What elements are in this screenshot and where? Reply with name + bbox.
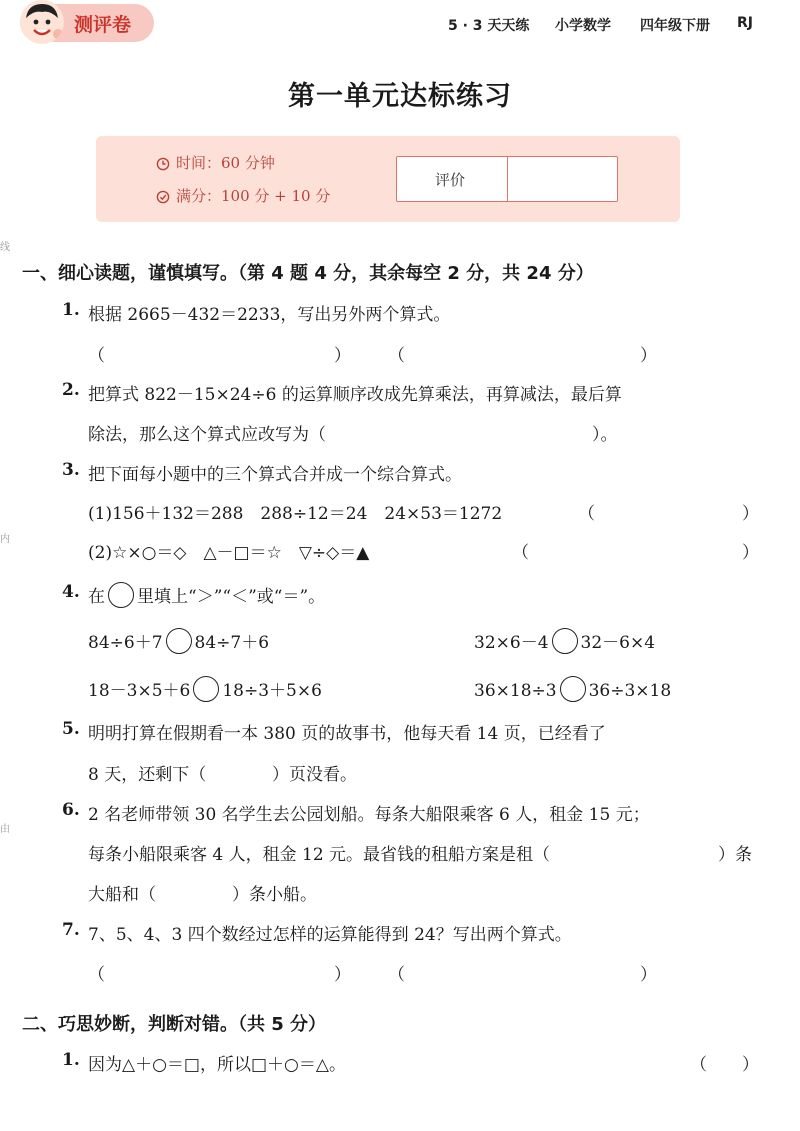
info-box	[96, 136, 680, 222]
margin-mark: 内	[0, 534, 10, 545]
header-series: 5 · 3 天天练	[448, 18, 530, 34]
question-number: 1.	[62, 300, 80, 320]
sub-question: (1)156＋132＝288 288÷12＝24 24×53＝1272	[88, 504, 503, 524]
question-number: 2.	[62, 380, 80, 400]
question-text: 根据 2665－432＝2233，写出另外两个算式。	[88, 305, 451, 325]
answer-circle[interactable]	[193, 676, 219, 702]
mascot-icon	[20, 0, 64, 44]
compare-right: 18÷3＋5×6	[222, 681, 322, 701]
question-text: 除法，那么这个算式应改写为（	[88, 425, 326, 445]
margin-mark: 线	[0, 242, 10, 253]
question-text: ）条	[718, 845, 752, 865]
evaluation-divider	[507, 157, 508, 201]
compare-circle-icon	[108, 582, 134, 608]
question-text: 8 天，还剩下（	[88, 765, 207, 785]
answer-blank-open: （	[388, 346, 405, 366]
answer-blank-close: ）	[640, 346, 657, 366]
question-text: 把算式 822－15×24÷6 的运算顺序改成先算乘法，再算减法，最后算	[88, 385, 622, 405]
margin-mark: 由	[0, 824, 10, 835]
question-text	[88, 582, 325, 608]
page-title: 第一单元达标练习	[288, 81, 512, 112]
score-text: 满分：100 分 + 10 分	[176, 187, 331, 205]
question-text: 明明打算在假期看一本 380 页的故事书，他每天看 14 页，已经看了	[88, 724, 606, 744]
question-number: 4.	[62, 582, 80, 602]
answer-blank-open: （	[690, 1055, 707, 1075]
clock-icon	[156, 157, 170, 175]
answer-blank-close: ）。	[592, 425, 618, 445]
evaluation-label: 评价	[435, 171, 466, 189]
compare-left: 32×6－4	[474, 633, 549, 653]
question-text: 7、5、4、3 四个数经过怎样的运算能得到 24？写出两个算式。	[88, 925, 572, 945]
section-1-heading: 一、细心读题，谨慎填写。（第 4 题 4 分，其余每空 2 分，共 24 分）	[22, 263, 594, 284]
answer-blank-close: ）	[742, 504, 759, 524]
answer-blank-open: （	[512, 543, 529, 563]
compare-item	[88, 628, 269, 654]
question-text: 2 名老师带领 30 名学生去公园划船。每条大船限乘客 6 人，租金 15 元；	[88, 805, 650, 825]
section-2-heading: 二、巧思妙断，判断对错。（共 5 分）	[22, 1014, 327, 1035]
check-circle-icon	[156, 190, 170, 208]
answer-blank-open: （	[88, 346, 105, 366]
compare-left: 84÷6＋7	[88, 633, 163, 653]
header-grade: 四年级下册	[640, 18, 710, 34]
time-info	[156, 152, 275, 175]
answer-blank-close: ）	[640, 965, 657, 985]
compare-item	[88, 676, 322, 702]
question-text: 大船和（	[88, 885, 156, 905]
compare-left: 36×18÷3	[474, 681, 557, 701]
answer-circle[interactable]	[560, 676, 586, 702]
compare-item	[474, 628, 655, 654]
answer-blank-close: ）	[742, 543, 759, 563]
question-number: 1.	[62, 1050, 80, 1070]
compare-right: 84÷7＋6	[194, 633, 270, 653]
question-text-a: 在	[88, 587, 105, 607]
question-number: 5.	[62, 719, 80, 739]
question-number: 7.	[62, 920, 80, 940]
badge-label: 测评卷	[74, 14, 132, 36]
question-text: ）条小船。	[232, 885, 317, 905]
time-text: 时间：60 分钟	[176, 154, 275, 172]
sub-question: (2)☆×○＝◇ △－□＝☆ ▽÷◇＝▲	[88, 543, 370, 563]
compare-item	[474, 676, 671, 702]
question-text: ）页没看。	[272, 765, 357, 785]
evaluation-box	[396, 156, 618, 202]
answer-blank-open: （	[578, 504, 595, 524]
compare-right: 36÷3×18	[588, 681, 672, 701]
question-text: 因为△＋○＝□，所以□＋○＝△。	[88, 1055, 346, 1075]
header-subject: 小学数学	[555, 18, 611, 34]
answer-blank-close: ）	[334, 346, 351, 366]
answer-blank-open: （	[388, 965, 405, 985]
answer-blank-open: （	[88, 965, 105, 985]
answer-circle[interactable]	[552, 628, 578, 654]
header-edition: RJ	[737, 15, 753, 31]
question-text: 每条小船限乘客 4 人，租金 12 元。最省钱的租船方案是租（	[88, 845, 551, 865]
question-number: 3.	[62, 460, 80, 480]
question-text: 把下面每小题中的三个算式合并成一个综合算式。	[88, 465, 462, 485]
answer-blank-close: ）	[742, 1055, 759, 1075]
score-info	[156, 185, 330, 208]
answer-circle[interactable]	[166, 628, 192, 654]
compare-left: 18－3×5＋6	[88, 681, 191, 701]
compare-right: 32－6×4	[580, 633, 656, 653]
question-number: 6.	[62, 800, 80, 820]
answer-blank-close: ）	[334, 965, 351, 985]
question-text-b: 里填上“＞”“＜”或“＝”。	[137, 587, 326, 607]
